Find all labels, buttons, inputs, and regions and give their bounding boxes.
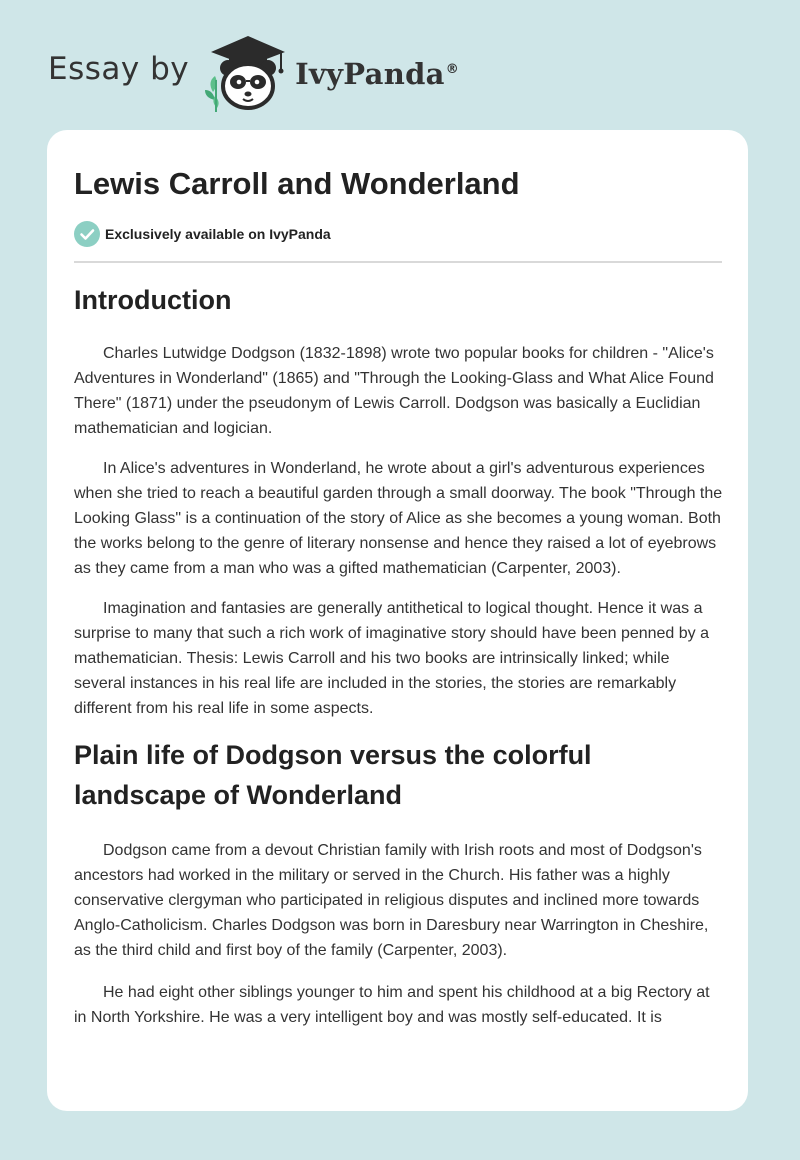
section-heading-plain-life: Plain life of Dodgson versus the colorful landscape of Wonderland xyxy=(74,740,592,810)
check-circle-icon xyxy=(74,221,100,247)
registered-mark: ® xyxy=(445,62,460,78)
essay-title: Lewis Carroll and Wonderland xyxy=(74,166,520,201)
title-divider xyxy=(74,261,722,263)
brand-name-text: IvyPanda xyxy=(295,57,445,91)
essay-body xyxy=(74,280,724,1030)
essay-card xyxy=(47,130,748,1111)
site-header xyxy=(48,30,459,114)
panda-logo-icon[interactable] xyxy=(203,30,293,114)
exclusive-label: Exclusively available on IvyPanda xyxy=(105,226,331,242)
paragraph: He had eight other siblings younger to him and spent his childhood at a big Rectory at in North Yorkshire. He was a very intelligent boy and was mostly self-educated. It is xyxy=(74,984,710,1026)
brand-prefix: Essay by xyxy=(48,51,190,87)
paragraph: Charles Lutwidge Dodgson (1832-1898) wrote two popular books for children - "Alice's Adventures in Wonderland" (1865) and "Through the Looking-Glass and What Alice Found There" (1871) under the pseudonym of Lewis Carroll. Dodgson was basically a Euclidian mathematician and logician. xyxy=(74,345,714,437)
paragraph: In Alice's adventures in Wonderland, he wrote about a girl's adventurous experiences when she tried to reach a beautiful garden through a small doorway. The book "Through the Looking Glass" is a continuation of the story of Alice as she becomes a young woman. Both the works belong to the genre of literary nonsense and hence they raised a lot of eyebrows as they came from a man who was a gifted mathematician (Carpenter, 2003). xyxy=(74,460,723,577)
paragraph: Dodgson came from a devout Christian family with Irish roots and most of Dodgson's ancestors had worked in the military or served in the Church. His father was a highly conservative clergyman who participated in religious disputes and inclined more towards Anglo-Catholicism. Charles Dodgson was born in Daresbury near Warrington in Cheshire, as the third child and first boy of the family (Carpenter, 2003). xyxy=(74,842,709,959)
section-heading-introduction: Introduction xyxy=(74,285,232,315)
paragraph: Imagination and fantasies are generally antithetical to logical thought. Hence it was a surprise to many that such a rich work of imaginative story should have been penned by a mathematician. Thesis: Lewis Carroll and his two books are intrinsically linked; while several instances in his real life are included in the stories, the stories are remarkably different from his real life in some aspects. xyxy=(74,600,710,717)
brand-name xyxy=(295,57,459,91)
exclusive-badge xyxy=(74,221,331,247)
